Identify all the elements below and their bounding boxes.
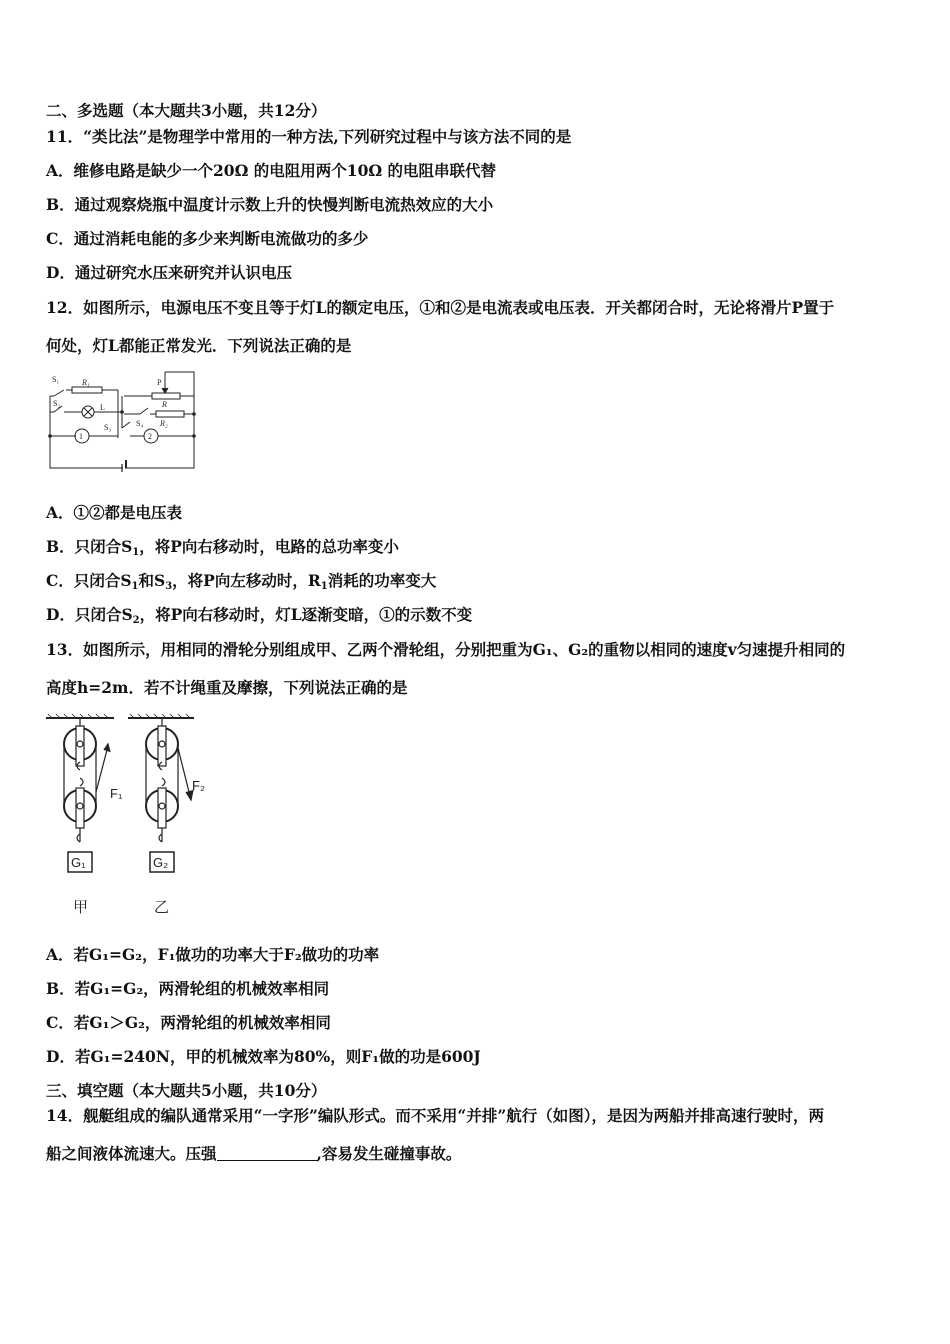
q13-pulley-diagram <box>44 712 224 922</box>
q12-stem-line2: 何处，灯L都能正常发光．下列说法正确的是 <box>46 336 352 355</box>
label-s4: S₄ <box>136 419 144 428</box>
q12-circuit-diagram <box>44 368 200 472</box>
q12-option-a: A．①②都是电压表 <box>46 503 183 522</box>
q12-option-b: B．只闭合$S_1$，将P向右移动时，电路的总功率变小 <box>46 537 399 558</box>
label-yi: 乙 <box>154 899 170 916</box>
label-p: P <box>157 378 162 387</box>
label-f2: F₂ <box>192 778 205 793</box>
q11-option-a: A．维修电路是缺少一个20Ω 的电阻用两个10Ω 的电阻串联代替 <box>46 161 497 180</box>
q13-option-a: A．若G₁=G₂，F₁做功的功率大于F₂做功的功率 <box>46 945 380 964</box>
label-r1: R₁ <box>82 378 90 387</box>
q13-option-c: C．若G₁＞G₂，两滑轮组的机械效率相同 <box>46 1013 331 1032</box>
q11-stem: 11．“类比法”是物理学中常用的一种方法,下列研究过程中与该方法不同的是 <box>46 127 572 146</box>
label-g2: G₂ <box>153 855 169 870</box>
q14-stem-line2: 船之间液体流速大。压强 ,容易发生碰撞事故。 <box>46 1144 462 1163</box>
label-s3: S₃ <box>104 423 112 432</box>
q13-stem-line1: 13．如图所示，用相同的滑轮分别组成甲、乙两个滑轮组，分别把重为G₁、G₂的重物以相同的速度v匀速提升相同的 <box>46 640 846 659</box>
q11-option-b: B．通过观察烧瓶中温度计示数上升的快慢判断电流热效应的大小 <box>46 195 494 214</box>
q11-option-d: D．通过研究水压来研究并认识电压 <box>46 263 292 282</box>
q13-option-d: D．若G₁=240N，甲的机械效率为80%，则F₁做的功是600J <box>46 1047 481 1066</box>
meter-2-label: 2 <box>148 432 152 441</box>
label-g1: G₁ <box>71 855 86 870</box>
q13-stem-line2: 高度h=2m．若不计绳重及摩擦，下列说法正确的是 <box>46 678 408 697</box>
q14-answer-blank[interactable] <box>217 1146 317 1161</box>
section-2-title: 二、多选题（本大题共3小题，共12分） <box>46 101 327 120</box>
label-r: R <box>162 400 167 409</box>
label-s1: S₁ <box>52 375 60 384</box>
label-f1: F₁ <box>110 786 123 801</box>
q11-option-c: C．通过消耗电能的多少来判断电流做功的多少 <box>46 229 369 248</box>
q14-stem-line1: 14．舰艇组成的编队通常采用“一字形”编队形式。而不采用“并排”航行（如图），是因为两船并排高速行驶时，两 <box>46 1106 824 1125</box>
q12-option-c: C．只闭合$S_1$和$S_3$，将P向左移动时，$R_1$消耗的功率变大 <box>46 571 437 592</box>
meter-1-label: 1 <box>79 432 83 441</box>
label-jia: 甲 <box>73 899 89 916</box>
label-s2: S₂ <box>53 399 61 408</box>
q13-option-b: B．若G₁=G₂，两滑轮组的机械效率相同 <box>46 979 330 998</box>
q12-stem-line1: 12．如图所示，电源电压不变且等于灯L的额定电压，①和②是电流表或电压表．开关都闭合时，无论将滑片P置于 <box>46 298 835 317</box>
label-l: L <box>100 403 105 412</box>
section-3-title: 三、填空题（本大题共5小题，共10分） <box>46 1081 327 1100</box>
q12-option-d: D．只闭合$S_2$，将P向右移动时，灯L逐渐变暗，①的示数不变 <box>46 605 473 626</box>
label-r2: R₂ <box>160 419 168 428</box>
